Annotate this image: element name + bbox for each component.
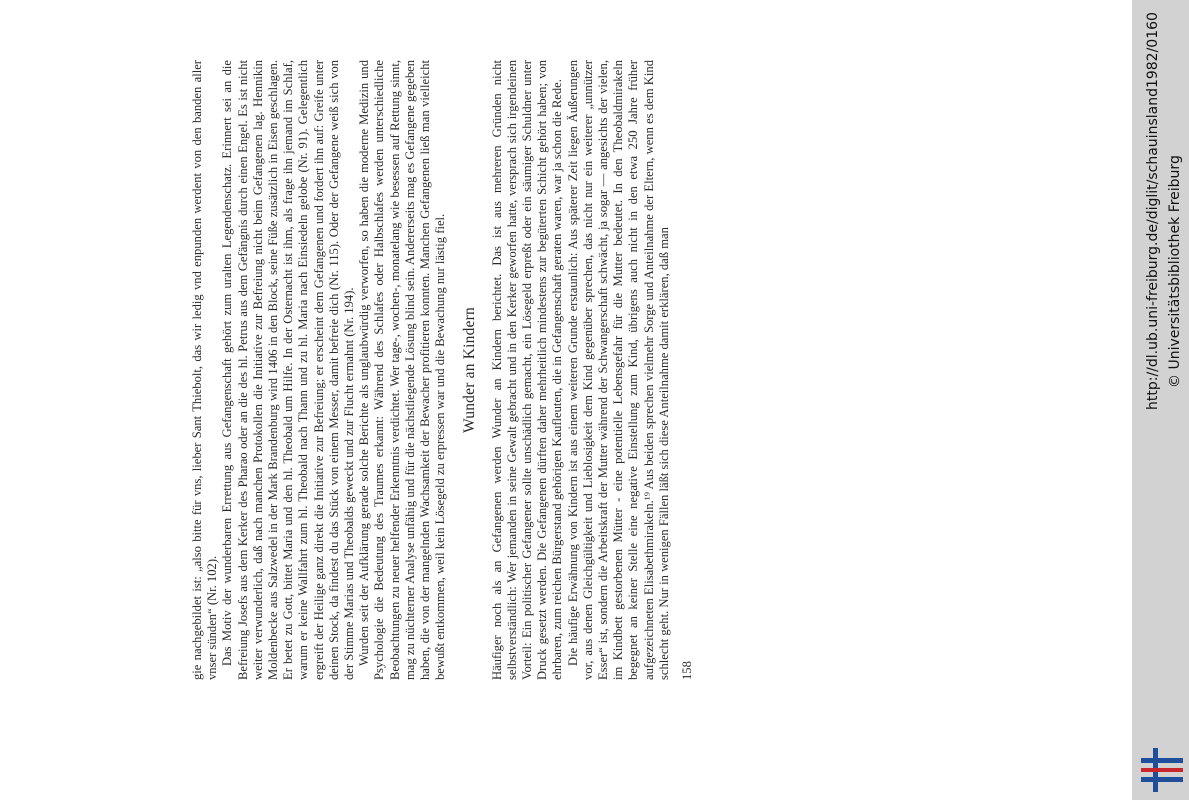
page-number: 158 — [680, 661, 695, 680]
paragraph-2: Das Motiv der wunderbaren Errettung aus Gefangenschaft gehört zum uralten Legendenschatz. Erinnert sei an die Befreiung Josefs aus dem Kerker des Pharao oder an die des hl. Petrus aus dem Gefängnis durch einen Engel. Es ist nicht weiter verwunderlich, daß nach manchen Protokollen die Initiative zur Befreiung nicht beim Gefangenen lag. Hennikin Moldenbecke aus Salzwedel in der Mark Brandenburg wird 1406 in den Block, seine Füße zusätzlich in Eisen geschlagen. Er betet zu Gott, bittet Maria und den hl. Theobald um Hilfe. In der Osternacht ist ihm, als frage ihn jemand im Schlaf, warum er keine Wallfahrt zum hl. Theobald nach Thann und zu hl. Maria nach Einsiedeln gelobe (Nr. 91). Gelegentlich ergreift der Heilige ganz direkt die Initiative zur Befreiung; er erscheint dem Gefangenen und fordert ihn auf: Greife unter deinen Stock, da findest du das Stück von einem Messer, damit befreie dich (Nr. 115). Oder der Gefangene weiß sich von der Stimme Marias und Theobalds geweckt und zur Flucht ermahnt (Nr. 194). — [220, 60, 357, 680]
copyright-notice: © Universitätsbibliothek Freiburg — [1167, 155, 1183, 388]
source-url-link[interactable]: http://dl.ub.uni-freiburg.de/diglit/schauinsland1982/0160 — [1145, 12, 1161, 410]
paragraph-5: Die häufige Erwähnung von Kindern ist aus einem weiteren Grunde erstaunlich: Aus späterer Zeit liegen Äußerungen vor, aus denen Gleichgültigkeit und Lieblosigkeit dem Kind gegenüber sprechen, das nicht nur ein weiterer „unnützer Esser“ ist, sondern die Arbeitskraft der Mutter während der Schwangerschaft schwächt, ja sogar — angesichts der vielen, im Kindbett gestorbenen Mütter - eine potentielle Lebensgefahr für die Mutter bedeutet. In den Theobaldmirakeln begegnet an keiner Stelle eine negative Einstellung zum Kind, übrigens auch nicht in den etwa 250 Jahre früher aufgezeichneten Elisabethmirakeln.¹⁹ Aus beiden sprechen vielmehr Sorge und Anteilnahme der Eltern, wenn es dem Kind schlecht geht. Nur in wenigen Fällen läßt sich diese Anteilnahme damit erklären, daß man — [565, 60, 671, 680]
page-text-block — [190, 60, 910, 680]
sidebar — [1132, 0, 1189, 800]
sidebar-text — [1143, 0, 1189, 800]
paragraph-1: gie nachgebildet ist: „also bitte für vns, lieber Sant Thiebolt, das wir ledig vnd enpunden werdent von den banden aller vnser sünden“ (Nr. 102). — [190, 60, 220, 680]
section-heading: Wunder an Kindern — [461, 307, 479, 433]
paragraph-3: Wurden seit der Aufklärung gerade solche Berichte als unglaubwürdig verworfen, so haben die moderne Medizin und Psychologie die Bedeutung des Traumes erkannt: Während des Schlafes oder Halbschlafes werden unterschiedliche Beobachtungen zu neuer helfender Erkenntnis verdichtet. Wer tage-, wochen-, monatelang wie besessen auf Rettung sinnt, mag zu nüchterner Analyse unfähig und für die nächstliegende Lösung blind sein. Andererseits mag es Gefangene gegeben haben, die von der mangelnden Wachsamkeit der Bewacher profitieren konnten. Manchen Gefangenen ließ man vielleicht bewußt entkommen, weil kein Lösegeld zu erpressen war und die Bewachung nur lästig fiel. — [357, 60, 448, 680]
ub-freiburg-logo-icon — [1141, 748, 1183, 792]
paragraph-4: Häufiger noch als an Gefangenen werden Wunder an Kindern berichtet. Das ist aus mehreren Gründen nicht selbstverständlich: Wer jemanden in seine Gewalt gebracht und in den Kerker geworfen hatte, versprach sich irgendeinen Vorteil: Ein politischer Gefangener sollte unschädlich gemacht, ein Lösegeld erpreßt oder ein säumiger Schuldner unter Druck gesetzt werden. Die Gefangenen dürften daher mehrheitlich mindestens zur begüterten Schicht gehört haben; von ehrbaren, zum reichen Bürgerstand gehörigen Kaufleuten, die in Gefangenschaft geraten waren, war ja schon die Rede. — [489, 60, 565, 680]
